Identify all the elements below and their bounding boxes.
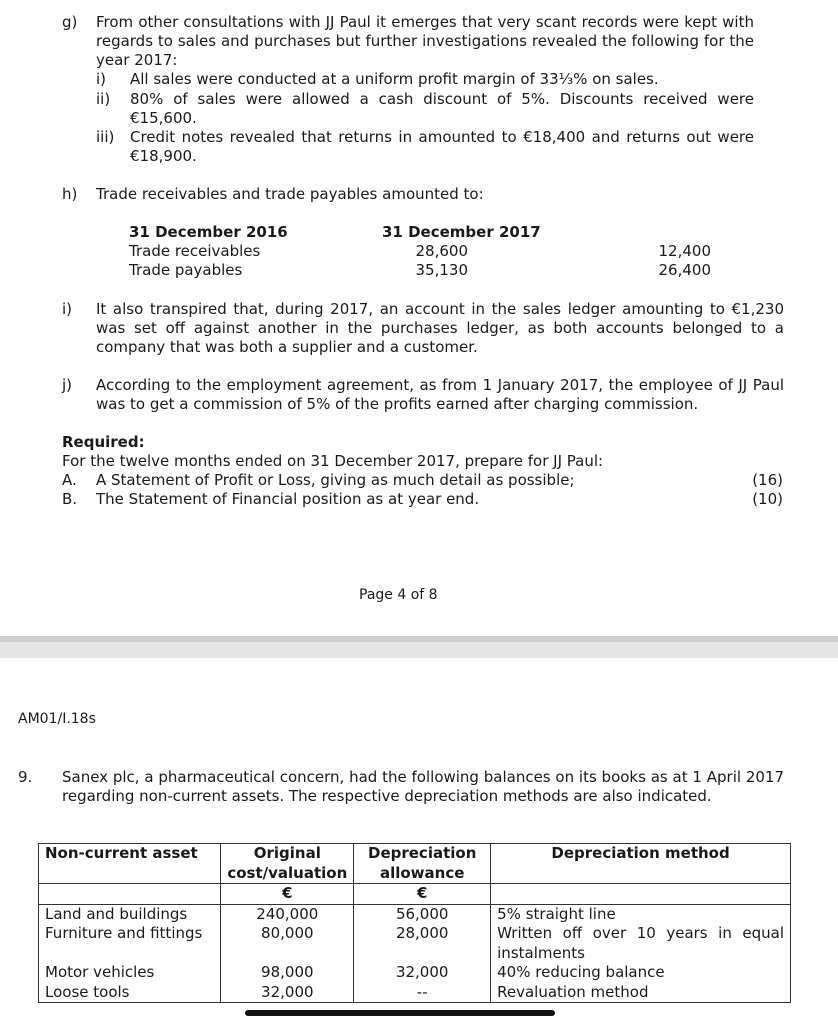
asset-cell: Motor vehicles [39,963,221,983]
section-g-item-text: Credit notes revealed that returns in amounted to €18,400 and returns out were €18,900. [130,128,754,165]
table-currency-row [39,884,791,905]
section-g-marker: g) [62,13,78,31]
receivables-row-label: Trade receivables [129,242,261,260]
required-heading: Required: [62,433,145,451]
cost-cell: 80,000 [221,924,354,963]
section-g-item-text: 80% of sales were allowed a cash discount of 5%. Discounts received were €15,600. [130,90,754,127]
section-h-marker: h) [62,185,78,203]
page-divider [0,636,838,658]
non-current-assets-table [38,843,791,1003]
section-j-marker: j) [62,376,73,394]
dep-cell: 28,000 [354,924,491,963]
required-item-marker: B. [62,490,78,508]
section-g-item-marker: i) [96,70,107,88]
cost-cell: 32,000 [221,983,354,1003]
dep-cell: -- [354,983,491,1003]
method-cell: Written off over 10 years in equal instalments [491,924,791,963]
dep-cell: 32,000 [354,963,491,983]
required-item-marker: A. [62,471,77,489]
cost-cell: 240,000 [221,904,354,924]
section-g-item-marker: ii) [96,90,111,108]
header-cell-depreciation: Depreciation allowance [354,844,491,884]
table-row [39,983,791,1003]
header-cell-cost: Original cost/valuation [221,844,354,884]
table-row [39,963,791,983]
payables-row-label: Trade payables [129,261,243,279]
payables-row-value-2016: 35,130 [415,261,468,279]
method-cell: 5% straight line [491,904,791,924]
required-item-marks: (10) [752,490,783,508]
asset-cell: Loose tools [39,983,221,1003]
receivables-col-2016-header: 31 December 2016 [129,223,288,241]
table-row [39,904,791,924]
table-row [39,924,791,963]
currency-cell-empty [39,884,221,905]
page-footer: Page 4 of 8 [359,587,438,603]
required-intro: For the twelve months ended on 31 December 2017, prepare for JJ Paul: [62,452,604,470]
document-code: AM01/I.18s [18,711,96,727]
currency-cell: € [221,884,354,905]
dep-cell: 56,000 [354,904,491,924]
cost-cell: 98,000 [221,963,354,983]
receivables-row-value-2016: 28,600 [415,242,468,260]
asset-cell: Furniture and fittings [39,924,221,963]
section-g-item-text: All sales were conducted at a uniform profit margin of 33⅓% on sales. [130,70,659,88]
currency-cell: € [354,884,491,905]
section-g-item-marker: iii) [96,128,115,146]
method-cell: 40% reducing balance [491,963,791,983]
asset-cell: Land and buildings [39,904,221,924]
section-g-intro: From other consultations with JJ Paul it emerges that very scant records were kept with regards to sales and purchases but further investigations revealed the following for the year 2017: [96,13,754,69]
question-number: 9. [18,768,33,786]
section-i-text: It also transpired that, during 2017, an account in the sales ledger amounting to €1,230 was set off against another in the purchases ledger, as both accounts belonged to a company that was both a supplier and a customer. [96,300,784,356]
receivables-row-value-2017: 12,400 [658,242,711,260]
required-item-marks: (16) [752,471,783,489]
section-j-text: According to the employment agreement, as from 1 January 2017, the employee of JJ Paul was to get a commission of 5% of the profits earned after charging commission. [96,376,784,413]
method-cell: Revaluation method [491,983,791,1003]
header-cell-asset: Non-current asset [39,844,221,884]
question-text: Sanex plc, a pharmaceutical concern, had the following balances on its books as at 1 April 2017 regarding non-current assets. The respective depreciation methods are also indicated. [62,768,784,805]
receivables-col-2017-header: 31 December 2017 [382,223,541,241]
currency-cell-empty [491,884,791,905]
required-item-text: The Statement of Financial position as at year end. [96,490,480,508]
payables-row-value-2017: 26,400 [658,261,711,279]
header-cell-method: Depreciation method [491,844,791,884]
required-item-text: A Statement of Profit or Loss, giving as much detail as possible; [96,471,575,489]
section-h-text: Trade receivables and trade payables amounted to: [96,185,484,203]
section-i-marker: i) [62,300,73,318]
table-header-row [39,844,791,884]
home-indicator[interactable] [245,1010,555,1016]
